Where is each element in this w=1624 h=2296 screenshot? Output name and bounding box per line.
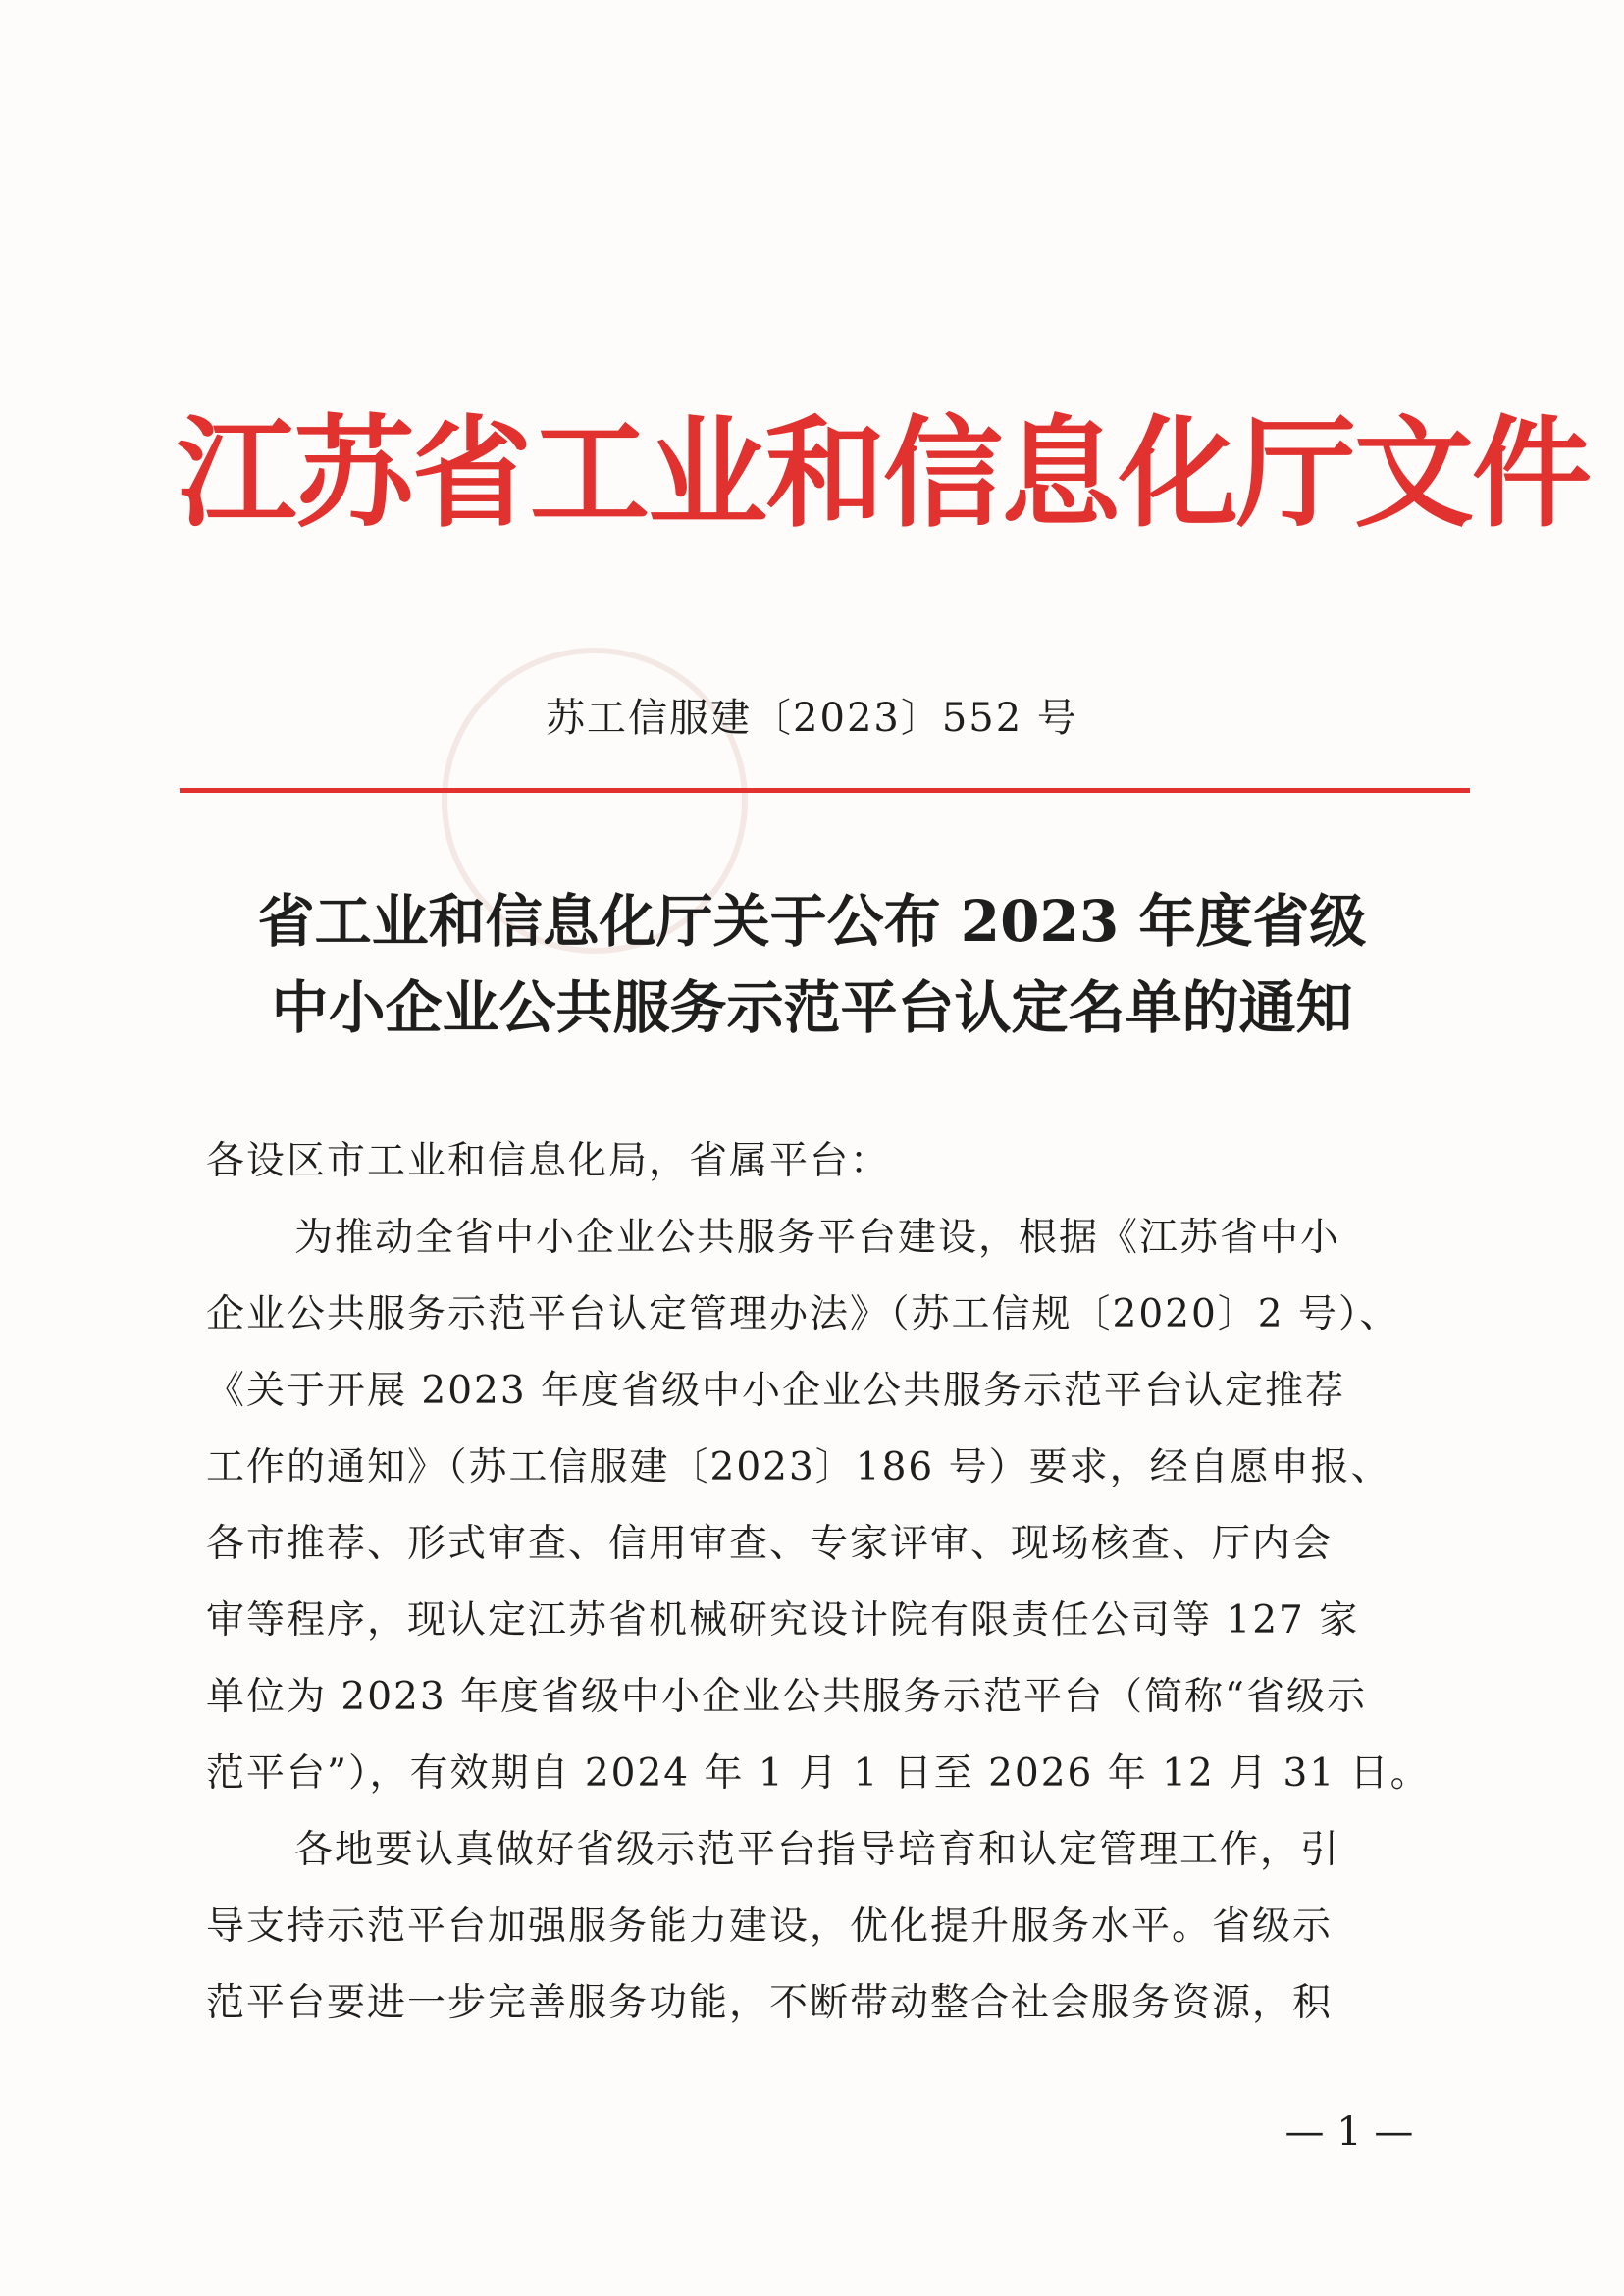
body-line-10: 导支持示范平台加强服务能力建设，优化提升服务水平。省级示 <box>206 1905 1334 1949</box>
red-divider-rule <box>180 788 1470 793</box>
notice-body <box>206 1123 1431 2042</box>
page-number: — 1 — <box>1284 2110 1414 2155</box>
notice-title-line-1: 省工业和信息化厅关于公布 2023 年度省级 <box>257 888 1367 955</box>
body-line-7: 单位为 2023 年度省级中小企业公共服务示范平台（简称“省级示 <box>206 1675 1367 1719</box>
body-line-4: 工作的通知》（苏工信服建〔2023〕186 号）要求，经自愿申报、 <box>206 1445 1391 1489</box>
notice-title-line-2: 中小企业公共服务示范平台认定名单的通知 <box>271 974 1353 1041</box>
body-line-11: 范平台要进一步完善服务功能，不断带动整合社会服务资源，积 <box>206 1981 1334 2025</box>
masthead-title: 江苏省工业和信息化厅文件 <box>177 404 1590 544</box>
salutation: 各设区市工业和信息化局，省属平台： <box>206 1139 891 1183</box>
body-line-8: 范平台”），有效期自 2024 年 1 月 1 日至 2026 年 12 月 31 日。 <box>206 1751 1431 1796</box>
body-line-2: 企业公共服务示范平台认定管理办法》（苏工信规〔2020〕2 号）、 <box>206 1292 1400 1336</box>
body-line-1: 为推动全省中小企业公共服务平台建设，根据《江苏省中小 <box>294 1216 1341 1260</box>
body-line-6: 审等程序，现认定江苏省机械研究设计院有限责任公司等 127 家 <box>206 1598 1360 1643</box>
notice-title <box>0 878 1624 1051</box>
body-line-9: 各地要认真做好省级示范平台指导培育和认定管理工作，引 <box>294 1828 1341 1872</box>
document-number: 苏工信服建〔2023〕552 号 <box>546 696 1078 741</box>
body-line-3: 《关于开展 2023 年度省级中小企业公共服务示范平台认定推荐 <box>206 1369 1346 1413</box>
body-line-5: 各市推荐、形式审查、信用审查、专家评审、现场核查、厅内会 <box>206 1522 1334 1566</box>
